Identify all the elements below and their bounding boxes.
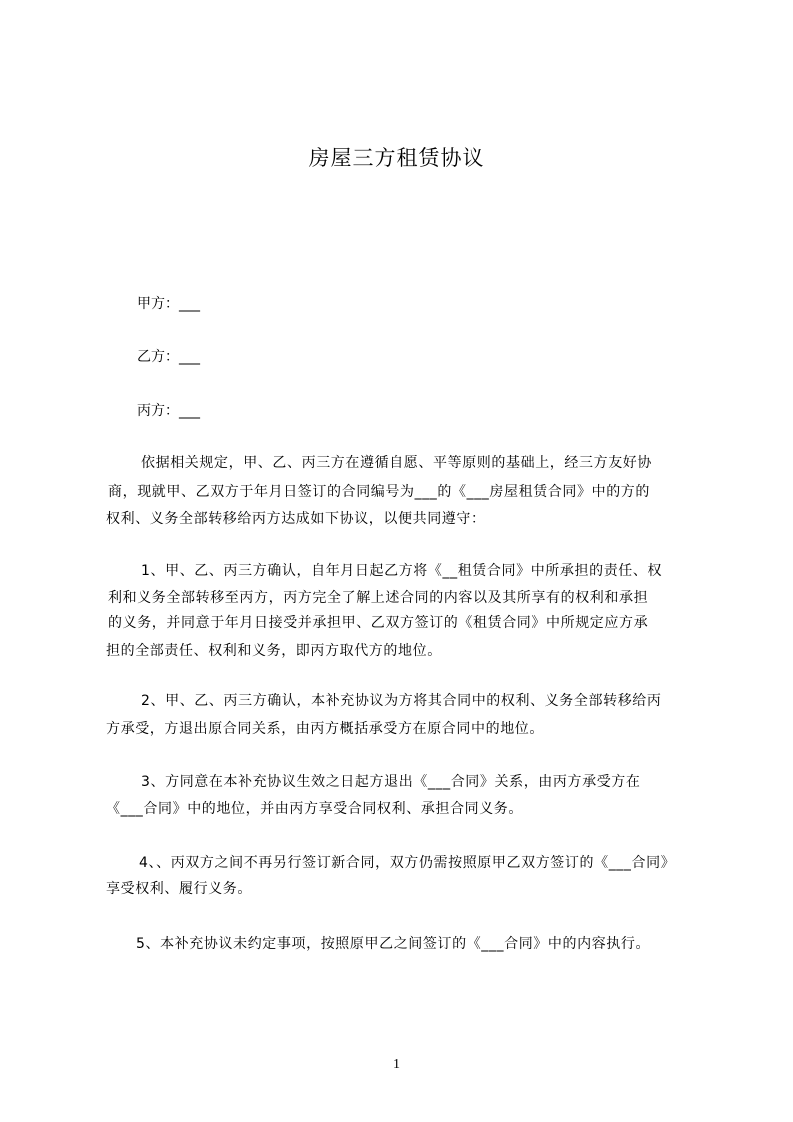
clause-line: 方承受，方退出原合同关系，由丙方概括承受方在原合同中的地位。 [106, 721, 544, 737]
intro-line: 商，现就甲、乙双方于年月日签订的合同编号为___的《___房屋租赁合同》中的方的 [108, 484, 650, 500]
clause-line: 4、、丙双方之间不再另行签订新合同，双方仍需按照原甲乙双方签订的《___合同》 [139, 855, 676, 871]
party-a-line: 甲方：___ [137, 296, 200, 312]
intro-line: 依据相关规定，甲、乙、丙三方在遵循自愿、平等原则的基础上，经三方友好协 [141, 455, 652, 471]
clause-line: 的义务，并同意于年月日接受并承担甲、乙双方签订的《租赁合同》中所规定应方承 [108, 615, 649, 631]
page-number: 1 [393, 1057, 400, 1072]
clause-line: 1、甲、乙、丙三方确认，自年月日起乙方将《__租赁合同》中所承担的责任、权 [141, 563, 663, 579]
intro-line: 权利、义务全部转移给丙方达成如下协议，以便共同遵守： [106, 511, 486, 527]
party-c-line: 丙方：___ [137, 403, 200, 419]
clause-line: 2、甲、乙、丙三方确认，本补充协议为方将其合同中的权利、义务全部转移给丙 [141, 693, 662, 709]
clause-line: 利和义务全部转移至丙方，丙方完全了解上述合同的内容以及其所享有的权利和承担 [108, 590, 649, 606]
document-title: 房屋三方租赁协议 [308, 146, 485, 170]
clause-line: 担的全部责任、权利和义务，即丙方取代方的地位。 [106, 643, 442, 659]
clause-line: 5、本补充协议未约定事项，按照原甲乙之间签订的《___合同》中的内容执行。 [136, 936, 651, 952]
clause-line: 享受权利、履行义务。 [106, 881, 252, 897]
clause-line: 3、方同意在本补充协议生效之日起方退出《___合同》关系，由丙方承受方在 [141, 774, 641, 790]
party-b-line: 乙方：___ [137, 349, 200, 365]
clause-line: 《___合同》中的地位，并由丙方享受合同权利、承担合同义务。 [106, 801, 523, 817]
